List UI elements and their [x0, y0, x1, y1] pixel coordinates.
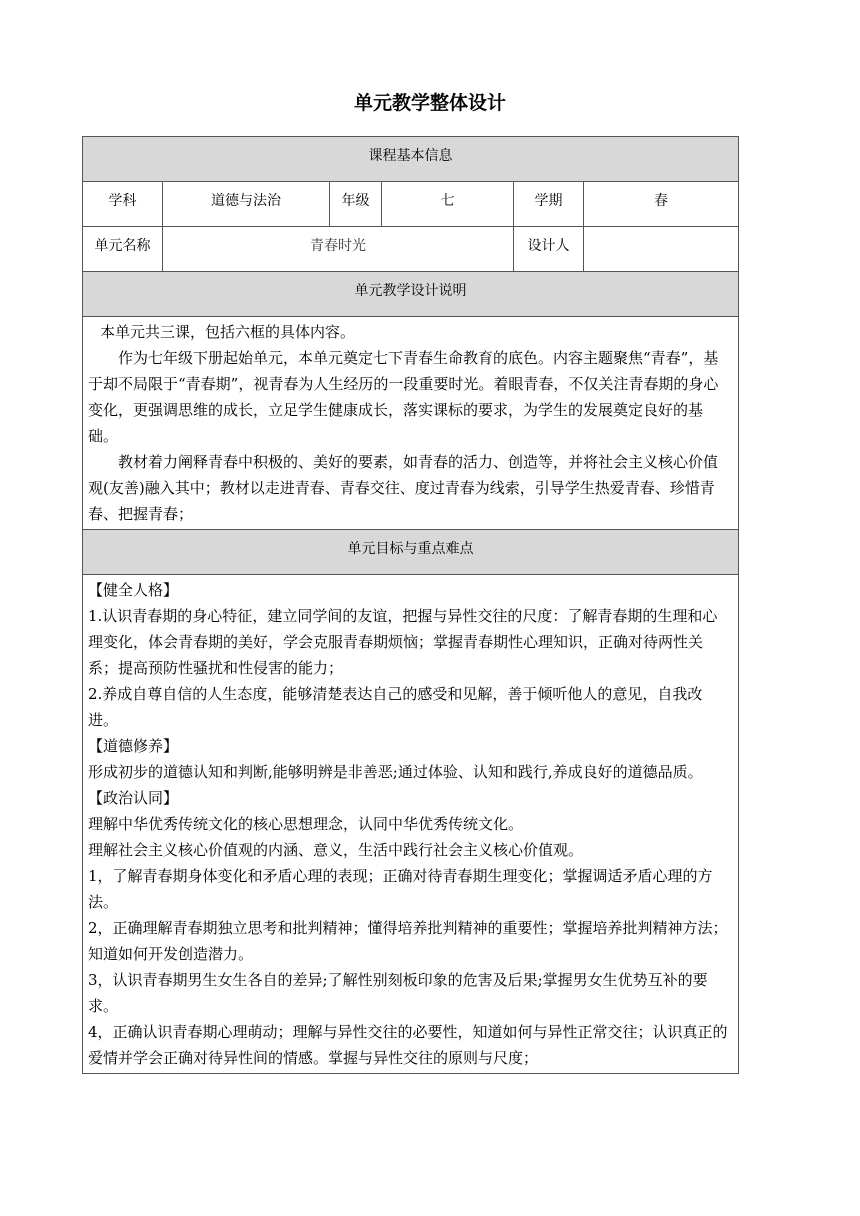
course-info-header: 课程基本信息	[83, 137, 738, 182]
grade-label: 年级	[330, 182, 382, 226]
goal-line: 2.养成自尊自信的人生态度，能够清楚表达自己的感受和见解，善于倾听他人的意见，自我改进。	[88, 685, 703, 729]
goal-line: 【政治认同】	[88, 789, 179, 807]
term-value: 春	[654, 193, 668, 209]
goal-line: 2，正确理解青春期独立思考和批判精神；懂得培养批判精神的重要性；掌握培养批判精神方法；知道如何开发创造潜力。	[88, 919, 728, 963]
goal-line: 1，了解青春期身体变化和矛盾心理的表现；正确对待青春期生理变化；掌握调适矛盾心理的方法。	[88, 867, 713, 911]
goal-line: 理解社会主义核心价值观的内涵、意义，生活中践行社会主义核心价值观。	[88, 841, 584, 859]
unit-name-label: 单元名称	[83, 227, 163, 271]
document-title: 单元教学整体设计	[353, 92, 506, 114]
design-notes-paragraph: 本单元共三课，包括六框的具体内容。	[100, 323, 356, 341]
unit-name-value: 青春时光	[163, 227, 514, 271]
design-notes-paragraph: 作为七年级下册起始单元，本单元奠定七下青春生命教育的底色。内容主题聚焦“青春”，基于却不局限于“青春期”，视青春为人生经历的一段重要时光。着眼青春，不仅关注青春期的身心变化，更强调思维的成长，立足学生健康成长，落实课标的要求，为学生的发展奠定良好的基础。	[88, 349, 719, 445]
goal-line: 形成初步的道德认知和判断,能够明辨是非善恶;通过体验、认知和践行,养成良好的道德品质。	[88, 763, 703, 781]
goal-line: 【健全人格】	[88, 581, 179, 599]
goal-line: 【道德修养】	[88, 737, 179, 755]
grade-value: 七	[382, 182, 514, 226]
designer-label: 设计人	[514, 227, 584, 271]
subject-label: 学科	[83, 182, 163, 226]
goal-line: 1.认识青春期的身心特征，建立同学间的友谊，把握与异性交往的尺度：了解青春期的生理和心理变化，体会青春期的美好，学会克服青春期烦恼；掌握青春期性心理知识，正确对待两性关系；提高预防性骚扰和性侵害的能力；	[88, 607, 718, 677]
course-info-row	[83, 182, 738, 227]
goal-line: 4，正确认识青春期心理萌动；理解与异性交往的必要性，知道如何与异性正常交往；认识真正的爱情并学会正确对待异性间的情感。掌握与异性交往的原则与尺度；	[88, 1023, 728, 1067]
design-notes-header: 单元教学设计说明	[83, 272, 738, 317]
term-label: 学期	[514, 182, 584, 226]
design-table	[82, 136, 739, 1074]
unit-row	[83, 227, 738, 272]
design-notes-body	[83, 317, 738, 530]
subject-value: 道德与法治	[163, 182, 330, 226]
design-notes-paragraph: 教材着力阐释青春中积极的、美好的要素，如青春的活力、创造等，并将社会主义核心价值观(友善)融入其中；教材以走进青春、青春交往、度过青春为线索，引导学生热爱青春、珍惜青春、把握青春；	[88, 453, 719, 523]
goals-body	[83, 575, 738, 1073]
goal-line: 理解中华优秀传统文化的核心思想理念，认同中华优秀传统文化。	[88, 815, 524, 833]
designer-value	[584, 227, 738, 271]
goals-header: 单元目标与重点难点	[83, 530, 738, 575]
goal-line: 3，认识青春期男生女生各自的差异;了解性别刻板印象的危害及后果;掌握男女生优势互补的要求。	[88, 971, 708, 1015]
